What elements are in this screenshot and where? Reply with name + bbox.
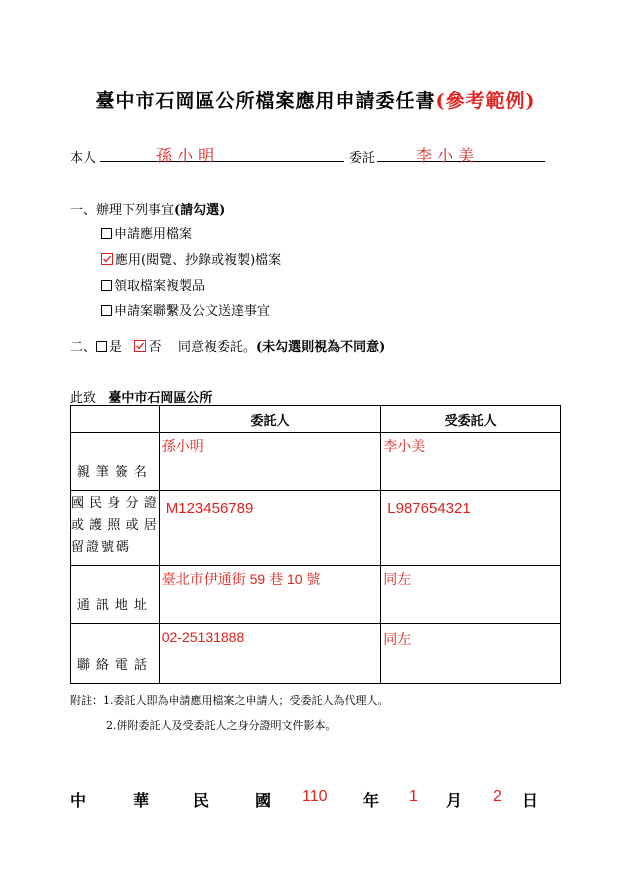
- row-label-signature: 親筆簽名: [71, 433, 160, 491]
- notes-prefix: 附註：: [70, 694, 103, 707]
- table-header-row: [71, 406, 561, 433]
- table-row: [71, 491, 561, 566]
- option-3[interactable]: [101, 275, 205, 294]
- date-year-unit: 年: [363, 791, 380, 810]
- principal-id: M123456789: [159, 491, 381, 566]
- section2-note: (未勾選則視為不同意): [256, 340, 386, 355]
- section2: [70, 336, 385, 355]
- agent-name: 李 小 美: [416, 146, 475, 165]
- table-header-agent: 受委託人: [381, 406, 561, 433]
- checkbox-empty-icon[interactable]: [101, 228, 112, 239]
- option-1[interactable]: [101, 223, 192, 242]
- row-label-phone: 聯絡電話: [71, 624, 160, 684]
- option-4[interactable]: [101, 300, 270, 319]
- date-month-unit: 月: [446, 791, 463, 810]
- yes-label: 是: [109, 340, 123, 355]
- date-day: 2: [493, 788, 502, 805]
- checkbox-empty-icon[interactable]: [101, 305, 112, 316]
- date-zhong: 中: [70, 791, 87, 810]
- date-min: 民: [193, 791, 210, 810]
- date-hua: 華: [133, 791, 150, 810]
- principal-name: 孫 小 明: [156, 146, 215, 165]
- agent-address: 同左: [381, 566, 561, 624]
- recipient: [70, 387, 212, 406]
- option-label: 申請案聯繫及公文送達事宜: [114, 304, 271, 319]
- section1-heading: [70, 199, 225, 218]
- table-row: [71, 624, 561, 684]
- principal-line: [100, 145, 344, 162]
- form-title-main: 臺中市石岡區公所檔案應用申請委任書: [95, 90, 436, 112]
- section1-heading-text: 一、辦理下列事宜: [70, 203, 175, 218]
- recipient-name: 臺中市石岡區公所: [108, 391, 213, 406]
- agent-id: L987654321: [381, 491, 561, 566]
- row-label-id: 國民身分證或護照或居留證號碼: [71, 491, 160, 566]
- option-2[interactable]: [101, 249, 281, 268]
- principal-signature: 孫小明: [159, 433, 381, 491]
- note-1-text: 1.委託人即為申請應用檔案之申請人；受委託人為代理人。: [103, 694, 389, 707]
- option-label: 領取檔案複製品: [114, 279, 206, 294]
- section1-heading-note: (請勾選): [174, 203, 226, 218]
- option-label: 申請應用檔案: [114, 227, 193, 242]
- checkbox-empty-icon[interactable]: [101, 280, 112, 291]
- option-label: 應用(閱覽、抄錄或複製)檔案: [115, 253, 282, 268]
- table-header-principal: 委託人: [159, 406, 381, 433]
- row-label-address: 通訊地址: [71, 566, 160, 624]
- table-row: [71, 566, 561, 624]
- checkbox-checked-icon[interactable]: [101, 253, 113, 265]
- date-guo: 國: [255, 791, 272, 810]
- checkbox-empty-icon[interactable]: [96, 341, 107, 352]
- date-month: 1: [409, 788, 418, 805]
- note-1: [70, 692, 389, 708]
- principal-label: 本人: [70, 151, 97, 166]
- section2-prefix: 二、: [70, 340, 97, 355]
- section2-text: 同意複委託。: [177, 340, 256, 355]
- agent-signature: 李小美: [381, 433, 561, 491]
- form-title: [0, 86, 631, 113]
- date-year: 110: [302, 788, 328, 805]
- checkbox-checked-icon[interactable]: [134, 340, 146, 352]
- table-row: [71, 433, 561, 491]
- note-2: 2.併附委託人及受委託人之身分證明文件影本。: [106, 719, 337, 732]
- principal-phone: 02-25131888: [159, 624, 381, 684]
- table-header-blank: [71, 406, 160, 433]
- agent-phone: 同左: [381, 624, 561, 684]
- recipient-label: 此致: [70, 391, 97, 406]
- agent-label: 委託: [349, 151, 376, 166]
- date-day-unit: 日: [522, 791, 539, 810]
- principal-address: 臺北市伊通街 59 巷 10 號: [159, 566, 381, 624]
- form-title-note: (參考範例): [435, 90, 536, 112]
- no-label: 否: [148, 340, 162, 355]
- info-table: [70, 405, 561, 684]
